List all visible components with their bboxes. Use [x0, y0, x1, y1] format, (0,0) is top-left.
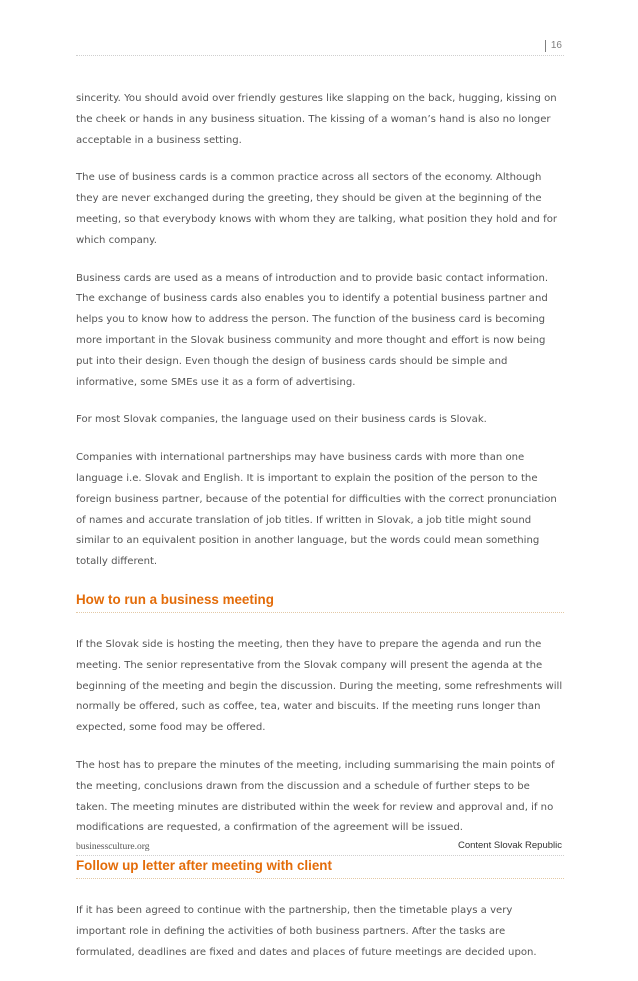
paragraph-international-cards: Companies with international partnerships may have business cards with more than one language i.e. Slovak and English. It is important to explain the position of the person to the foreign business partner, because of the potential for difficulties with the correct pronunciation of names and accurate translation of job titles. If written in Slovak, a job title might sound similar to an equivalent position in another language, but the words could mean something totally different.: [76, 452, 557, 568]
footer-section-title: Content Slovak Republic: [457, 840, 562, 851]
paragraph-meeting-minutes: The host has to prepare the minutes of the meeting, including summarising the main points of the meeting, conclusions drawn from the discussion and a schedule of further steps to be taken. The meeting minutes are distributed within the week for review and approval and, if no modifications are requested, a confirmation of the agreement will be issued.: [76, 759, 555, 834]
footer-divider: [76, 855, 564, 856]
paragraph-business-cards-purpose: Business cards are used as a means of introduction and to provide basic contact information. The exchange of business cards also enables you to identify a potential business partner and helps you to know how to address the person. The function of the business card is becoming more important in the Slovak business community and more thought and effort is now being put into their design. Even though the design of business cards should be simple and informative, some SMEs use it as a form of advertising.: [76, 272, 549, 388]
paragraph-business-cards-use: The use of business cards is a common practice across all sectors of the economy. Although they are never exchanged during the greeting, they should be given at the beginning of the meeting, so that everybody knows with whom they are talking, what position they hold and for which company.: [76, 172, 558, 246]
section-heading-follow-up-letter: Follow up letter after meeting with client: [76, 856, 564, 879]
section-heading-followup-wrap: [76, 856, 564, 879]
section-heading-meeting-wrap: [76, 590, 564, 613]
section-heading-business-meeting: How to run a business meeting: [76, 590, 564, 613]
paragraph-partnership-timetable: If it has been agreed to continue with the partnership, then the timetable plays a very important role in defining the activities of both business partners. After the tasks are formulated, deadlines are fixed and dates and places of future meetings are decided upon.: [76, 905, 537, 958]
page-number: 16: [545, 40, 562, 52]
paragraph-card-language: For most Slovak companies, the language used on their business cards is Slovak.: [76, 414, 487, 426]
footer-website: businessculture.org: [76, 842, 150, 852]
header-divider: [76, 55, 564, 56]
paragraph-hosting-meeting: If the Slovak side is hosting the meeting, then they have to prepare the agenda and run the meeting. The senior representative from the Slovak company will present the agenda at the beginning of the meeting and begin the discussion. During the meeting, some refreshments will normally be offered, such as coffee, tea, water and biscuits. If the meeting runs longer than expected, some food may be offered.: [76, 638, 563, 734]
paragraph-sincerity: sincerity. You should avoid over friendly gestures like slapping on the back, hugging, kissing on the cheek or hands in any business situation. The kissing of a woman’s hand is also no longer acceptable in a business setting.: [76, 93, 557, 146]
